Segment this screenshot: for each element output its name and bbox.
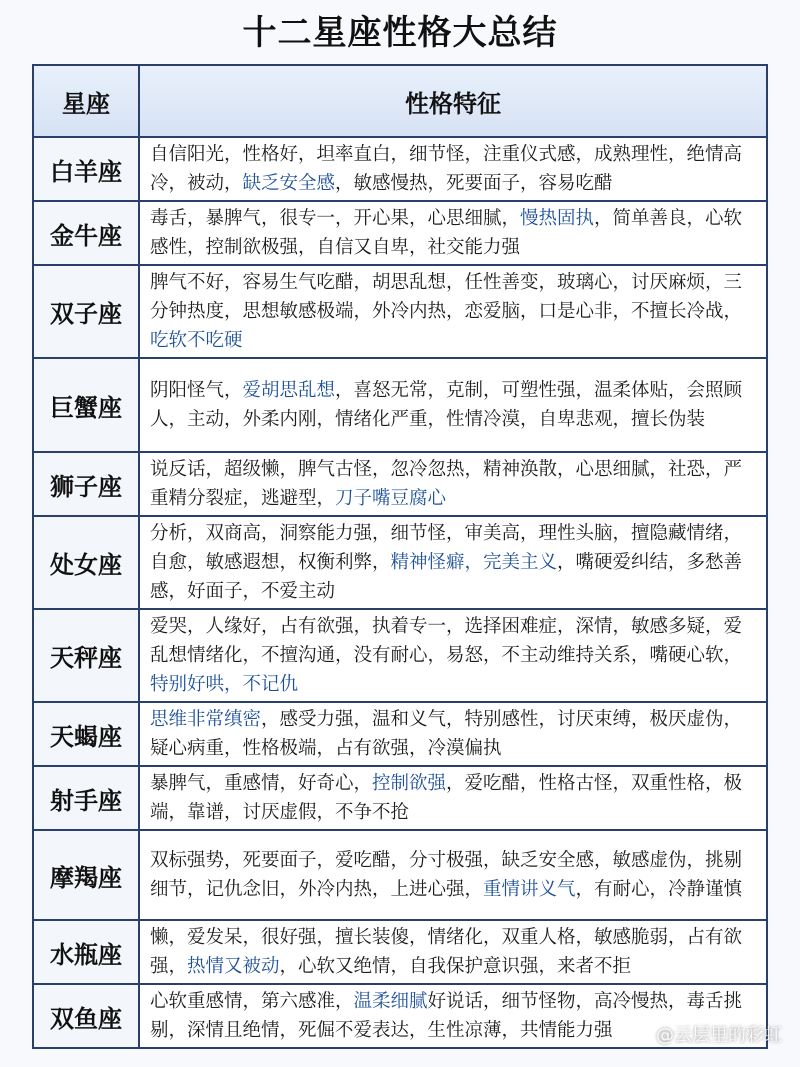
table-row xyxy=(33,516,767,609)
table-row xyxy=(33,609,767,702)
table-row xyxy=(33,265,767,358)
trait-text: 好说话，细节怪物，高冷慢热，毒舌挑剔，深情且绝情，死倔不爱表达，生性凉薄，共情能力强 xyxy=(150,991,743,1041)
zodiac-sign-name: 处女座 xyxy=(33,516,139,609)
trait-highlight: 温柔细腻 xyxy=(353,991,428,1012)
trait-text: 毒舌，暴脾气，很专一，开心果，心思细腻， xyxy=(150,208,521,229)
personality-traits xyxy=(139,516,767,609)
column-header-traits: 性格特征 xyxy=(139,65,767,137)
personality-traits xyxy=(139,920,767,984)
trait-highlight: 缺乏安全感 xyxy=(242,173,336,194)
personality-traits xyxy=(139,830,767,920)
page-title: 十二星座性格大总结 xyxy=(242,13,558,53)
zodiac-sign-name: 白羊座 xyxy=(33,137,139,201)
zodiac-sign-name: 金牛座 xyxy=(33,201,139,265)
table-row xyxy=(33,201,767,265)
personality-traits xyxy=(139,766,767,830)
trait-highlight: 热情又被动 xyxy=(187,956,280,977)
trait-text: ，简单善良，心软感性，控制欲极强，自信又自卑，社交能力强 xyxy=(150,208,743,258)
trait-highlight: 思维非常缜密 xyxy=(150,709,262,730)
trait-text: ，爱吃醋，性格古怪，双重性格，极端，靠谱，讨厌虚假，不争不抢 xyxy=(150,773,743,823)
zodiac-sign-name: 摩羯座 xyxy=(33,830,139,920)
watermark: @云层里的彩虹 xyxy=(656,1025,782,1046)
zodiac-sign-name: 巨蟹座 xyxy=(33,358,139,452)
zodiac-sign-name: 射手座 xyxy=(33,766,139,830)
trait-text: 说反话，超级懒，脾气古怪，忽冷忽热，精神涣散，心思细腻，社恐，严重精分裂症，逃避型， xyxy=(150,459,743,509)
table-header-row xyxy=(33,65,767,137)
table-row xyxy=(33,702,767,766)
trait-highlight: 慢热固执 xyxy=(520,208,595,229)
trait-text: ，嘴硬爱纠结，多愁善感，好面子，不爱主动 xyxy=(150,552,743,602)
trait-highlight: 吃软不吃硬 xyxy=(150,330,243,351)
zodiac-sign-name: 天秤座 xyxy=(33,609,139,702)
personality-traits xyxy=(139,358,767,452)
trait-highlight: 刀子嘴豆腐心 xyxy=(335,488,447,509)
trait-text: ，心软又绝情，自我保护意识强，来者不拒 xyxy=(279,956,632,977)
personality-traits xyxy=(139,201,767,265)
personality-traits xyxy=(139,265,767,358)
column-header-sign: 星座 xyxy=(33,65,139,137)
zodiac-sign-name: 水瓶座 xyxy=(33,920,139,984)
trait-highlight: 重情讲义气 xyxy=(483,879,576,900)
trait-text: ，有耐心，冷静谨慎 xyxy=(575,879,743,900)
trait-text: 分析，双商高，洞察能力强，细节怪，审美高，理性头脑，擅隐藏情绪，自愈，敏感遐想，权衡利弊， xyxy=(150,523,743,573)
personality-traits xyxy=(139,609,767,702)
table-row xyxy=(33,358,767,452)
trait-text: ，喜怒无常，克制，可塑性强，温柔体贴，会照顾人，主动，外柔内刚，情绪化严重，性情冷漠，自卑悲观，擅长伪装 xyxy=(150,380,743,430)
table-row xyxy=(33,830,767,920)
zodiac-table xyxy=(32,64,768,1049)
zodiac-sign-name: 狮子座 xyxy=(33,452,139,516)
trait-text: 阴阳怪气， xyxy=(150,380,243,401)
table-row xyxy=(33,920,767,984)
trait-highlight: 控制欲强 xyxy=(372,773,447,794)
personality-traits xyxy=(139,702,767,766)
trait-highlight: 爱胡思乱想 xyxy=(242,380,336,401)
personality-traits xyxy=(139,137,767,201)
trait-text: 脾气不好，容易生气吃醋，胡思乱想，任性善变，玻璃心，讨厌麻烦，三分钟热度，思想敏感极端，外冷内热，恋爱脑，口是心非，不擅长冷战， xyxy=(150,272,743,322)
trait-text: ，感受力强，温和义气，特别感性，讨厌束缚，极厌虚伪，疑心病重，性格极端，占有欲强，冷漠偏执 xyxy=(150,709,743,759)
trait-highlight: 特别好哄，不记仇 xyxy=(150,674,299,695)
personality-traits xyxy=(139,452,767,516)
zodiac-sign-name: 双子座 xyxy=(33,265,139,358)
table-row xyxy=(33,452,767,516)
trait-text: 双标强势，死要面子，爱吃醋，分寸极强，缺乏安全感，敏感虚伪，挑剔细节，记仇念旧，外冷内热，上进心强， xyxy=(150,850,743,900)
trait-text: 爱哭，人缘好，占有欲强，执着专一，选择困难症，深情，敏感多疑，爱乱想情绪化，不擅沟通，没有耐心，易怒，不主动维持关系，嘴硬心软， xyxy=(150,616,743,666)
table-row xyxy=(33,137,767,201)
trait-highlight: 精神怪癖，完美主义 xyxy=(390,552,558,573)
trait-text: 心软重感情，第六感准， xyxy=(150,991,354,1012)
table-row xyxy=(33,766,767,830)
trait-text: 懒，爱发呆，很好强，擅长装傻，情绪化，双重人格，敏感脆弱，占有欲强， xyxy=(150,927,743,977)
trait-text: ，敏感慢热，死要面子，容易吃醋 xyxy=(335,173,613,194)
zodiac-sign-name: 天蝎座 xyxy=(33,702,139,766)
zodiac-sign-name: 双鱼座 xyxy=(33,984,139,1048)
trait-text: 自信阳光，性格好，坦率直白，细节怪，注重仪式感，成熟理性，绝情高冷，被动， xyxy=(150,144,743,194)
trait-text: 暴脾气，重感情，好奇心， xyxy=(150,773,373,794)
